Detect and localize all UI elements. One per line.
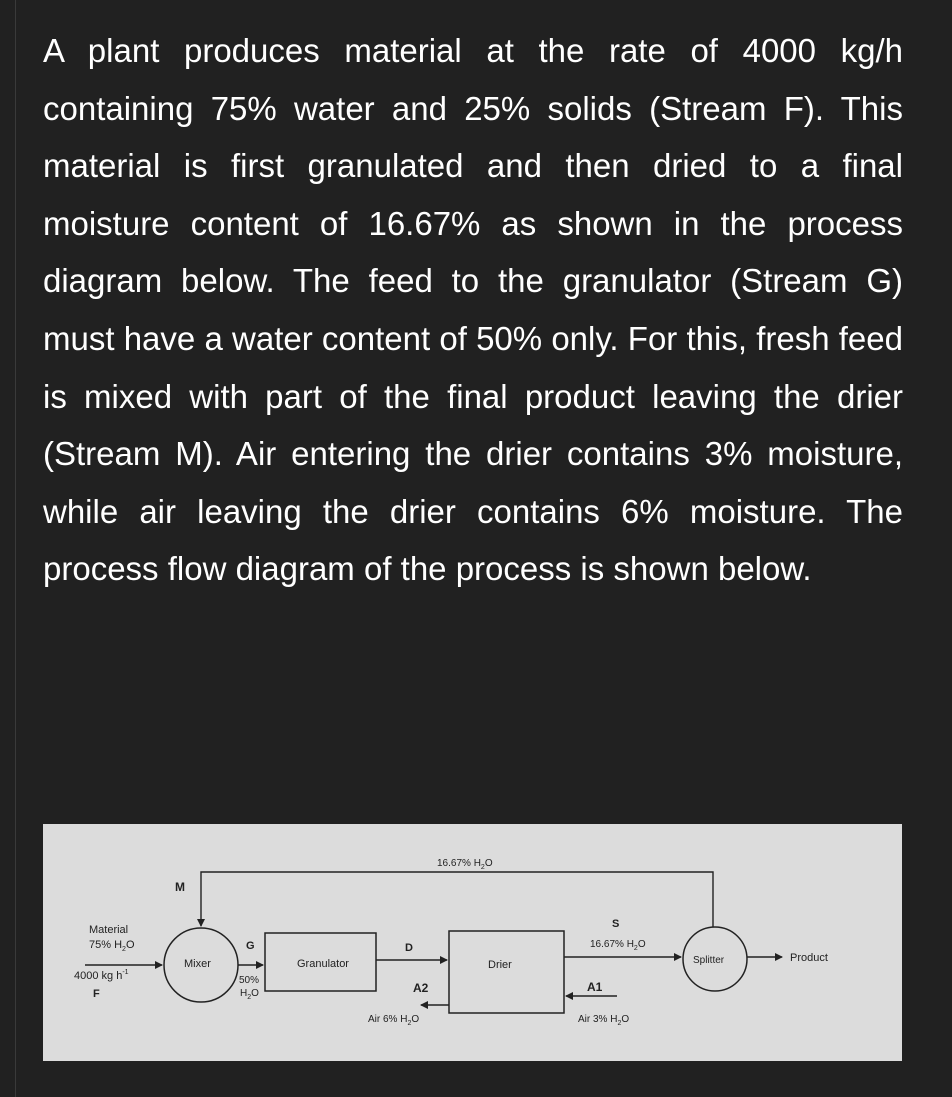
feed-rate-label: 4000 kg $h^{-1}$ bbox=[74, 969, 129, 982]
process-flow-svg bbox=[43, 824, 902, 1061]
splitter-label: Splitter bbox=[693, 955, 725, 966]
stream-a2-comp: Air 6% $H_2O$ bbox=[368, 1014, 420, 1027]
stream-f-label: F bbox=[93, 988, 100, 1000]
drier-unit bbox=[449, 931, 564, 1013]
drier-label: Drier bbox=[488, 959, 512, 971]
stream-a1-label: A1 bbox=[587, 980, 603, 994]
stream-a2-label: A2 bbox=[413, 981, 429, 995]
stream-m-label: M bbox=[175, 880, 185, 894]
question-text: A plant produces material at the rate of 4000 kg/h containing 75% water and 25% solids (Stream F). This material is first granulated and then dried to a final moisture content of 16.67% as shown in the process diagram below. The feed to the granulator (Stream G) must have a water content of 50% only. For this, fresh feed is mixed with part of the final product leaving the drier (Stream M). Air entering the drier contains 3% moisture, while air leaving the drier contains 6% moisture. The process flow diagram of the process is shown below. bbox=[43, 32, 903, 588]
stream-g-label: G bbox=[246, 940, 255, 952]
stream-g-comp-2: $H_2O$ bbox=[240, 988, 259, 1001]
stream-g-comp-1: 50% bbox=[239, 975, 260, 986]
recycle-comp-label: 16.67% $H_2O$ bbox=[437, 858, 493, 871]
feed-material-label: Material bbox=[89, 924, 129, 936]
left-border-line bbox=[15, 0, 16, 1097]
feed-water-label: 75% $H_2O$ bbox=[89, 939, 135, 953]
stream-d-label: D bbox=[405, 942, 413, 954]
granulator-label: Granulator bbox=[297, 958, 349, 970]
stream-s-comp: 16.67% $H_2O$ bbox=[590, 939, 646, 952]
product-label: Product bbox=[790, 952, 828, 964]
stream-a1-comp: Air 3% $H_2O$ bbox=[578, 1014, 630, 1027]
mixer-label: Mixer bbox=[184, 958, 211, 970]
recycle-stream-m bbox=[201, 872, 713, 927]
process-flow-diagram bbox=[43, 824, 902, 1061]
stream-s-label: S bbox=[612, 918, 620, 930]
